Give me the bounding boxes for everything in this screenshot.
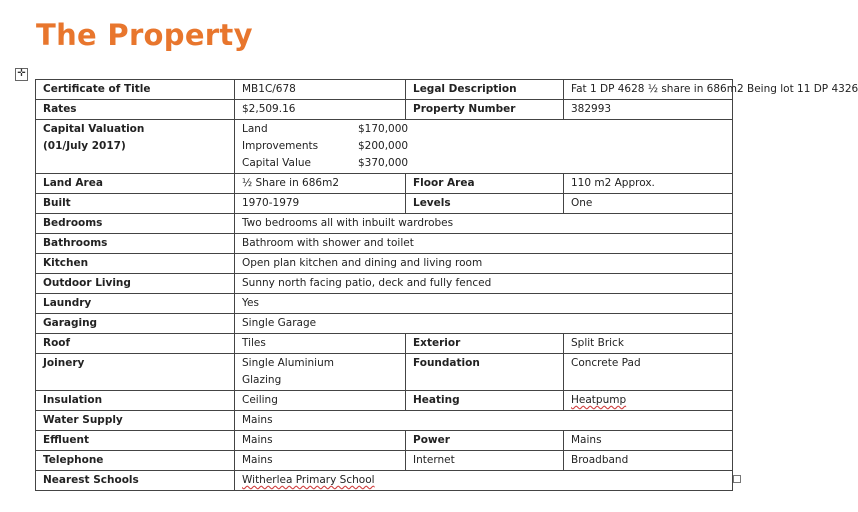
table-row-schools: [36, 471, 733, 491]
joinery-label: Joinery: [36, 354, 235, 391]
table-row-certificate: [36, 80, 733, 100]
table-row-outdoor: [36, 274, 733, 294]
table-row-rates: [36, 100, 733, 120]
table-row-laundry: [36, 294, 733, 314]
foundation-label: Foundation: [406, 354, 564, 391]
capital-valuation-values: [235, 120, 733, 174]
built-label: Built: [36, 194, 235, 214]
schools-value: Witherlea Primary School: [235, 471, 733, 491]
table-row-telephone: [36, 451, 733, 471]
floor-area-value: 110 m2 Approx.: [564, 174, 733, 194]
bedrooms-value: Two bedrooms all with inbuilt wardrobes: [235, 214, 733, 234]
garaging-label: Garaging: [36, 314, 235, 334]
bedrooms-label: Bedrooms: [36, 214, 235, 234]
cv-land: Land $170,000: [242, 123, 409, 135]
telephone-label: Telephone: [36, 451, 235, 471]
water-label: Water Supply: [36, 411, 235, 431]
property-table: [35, 79, 858, 491]
outdoor-label: Outdoor Living: [36, 274, 235, 294]
joinery-value: Single Aluminium Glazing: [235, 354, 406, 391]
heating-value: Heatpump: [564, 391, 733, 411]
cv-capital-value: Capital Value $370,000: [242, 157, 409, 169]
page-title: The Property: [36, 18, 253, 52]
bathrooms-value: Bathroom with shower and toilet: [235, 234, 733, 254]
table-row-garaging: [36, 314, 733, 334]
heating-label: Heating: [406, 391, 564, 411]
roof-label: Roof: [36, 334, 235, 354]
laundry-label: Laundry: [36, 294, 235, 314]
cv-improvements: Improvements $200,000: [242, 140, 409, 152]
legal-description-label: Legal Description: [406, 80, 564, 100]
table-row-bedrooms: [36, 214, 733, 234]
built-value: 1970-1979: [235, 194, 406, 214]
water-value: Mains: [235, 411, 733, 431]
legal-description-value: Fat 1 DP 4628 ½ share in 686m2 Being lot 11 DP 4326: [564, 80, 733, 100]
internet-value: Broadband: [564, 451, 733, 471]
exterior-label: Exterior: [406, 334, 564, 354]
roof-value: Tiles: [235, 334, 406, 354]
power-label: Power: [406, 431, 564, 451]
table-row-insulation: [36, 391, 733, 411]
table-move-handle-icon[interactable]: ✛: [15, 68, 28, 81]
rates-label: Rates: [36, 100, 235, 120]
levels-label: Levels: [406, 194, 564, 214]
table-row-land-area: [36, 174, 733, 194]
table-row-roof: [36, 334, 733, 354]
table-row-built: [36, 194, 733, 214]
effluent-label: Effluent: [36, 431, 235, 451]
table-row-kitchen: [36, 254, 733, 274]
certificate-label: Certificate of Title: [36, 80, 235, 100]
effluent-value: Mains: [235, 431, 406, 451]
garaging-value: Single Garage: [235, 314, 733, 334]
table-row-joinery: [36, 354, 733, 391]
kitchen-value: Open plan kitchen and dining and living room: [235, 254, 733, 274]
land-area-value: ½ Share in 686m2: [235, 174, 406, 194]
insulation-value: Ceiling: [235, 391, 406, 411]
telephone-value: Mains: [235, 451, 406, 471]
property-number-value: 382993: [564, 100, 733, 120]
exterior-value: Split Brick: [564, 334, 733, 354]
table-row-bathrooms: [36, 234, 733, 254]
land-area-label: Land Area: [36, 174, 235, 194]
certificate-value: MB1C/678: [235, 80, 406, 100]
laundry-value: Yes: [235, 294, 733, 314]
kitchen-label: Kitchen: [36, 254, 235, 274]
property-number-label: Property Number: [406, 100, 564, 120]
bathrooms-label: Bathrooms: [36, 234, 235, 254]
table-row-effluent: [36, 431, 733, 451]
floor-area-label: Floor Area: [406, 174, 564, 194]
table-resize-handle[interactable]: [733, 475, 741, 483]
table-row-water: [36, 411, 733, 431]
schools-label: Nearest Schools: [36, 471, 235, 491]
rates-value: $2,509.16: [235, 100, 406, 120]
table-row-capital-valuation: [36, 120, 733, 174]
foundation-value: Concrete Pad: [564, 354, 733, 391]
insulation-label: Insulation: [36, 391, 235, 411]
internet-label: Internet: [406, 451, 564, 471]
capital-valuation-label: Capital Valuation (01/July 2017): [36, 120, 235, 174]
outdoor-value: Sunny north facing patio, deck and fully fenced: [235, 274, 733, 294]
power-value: Mains: [564, 431, 733, 451]
levels-value: One: [564, 194, 733, 214]
